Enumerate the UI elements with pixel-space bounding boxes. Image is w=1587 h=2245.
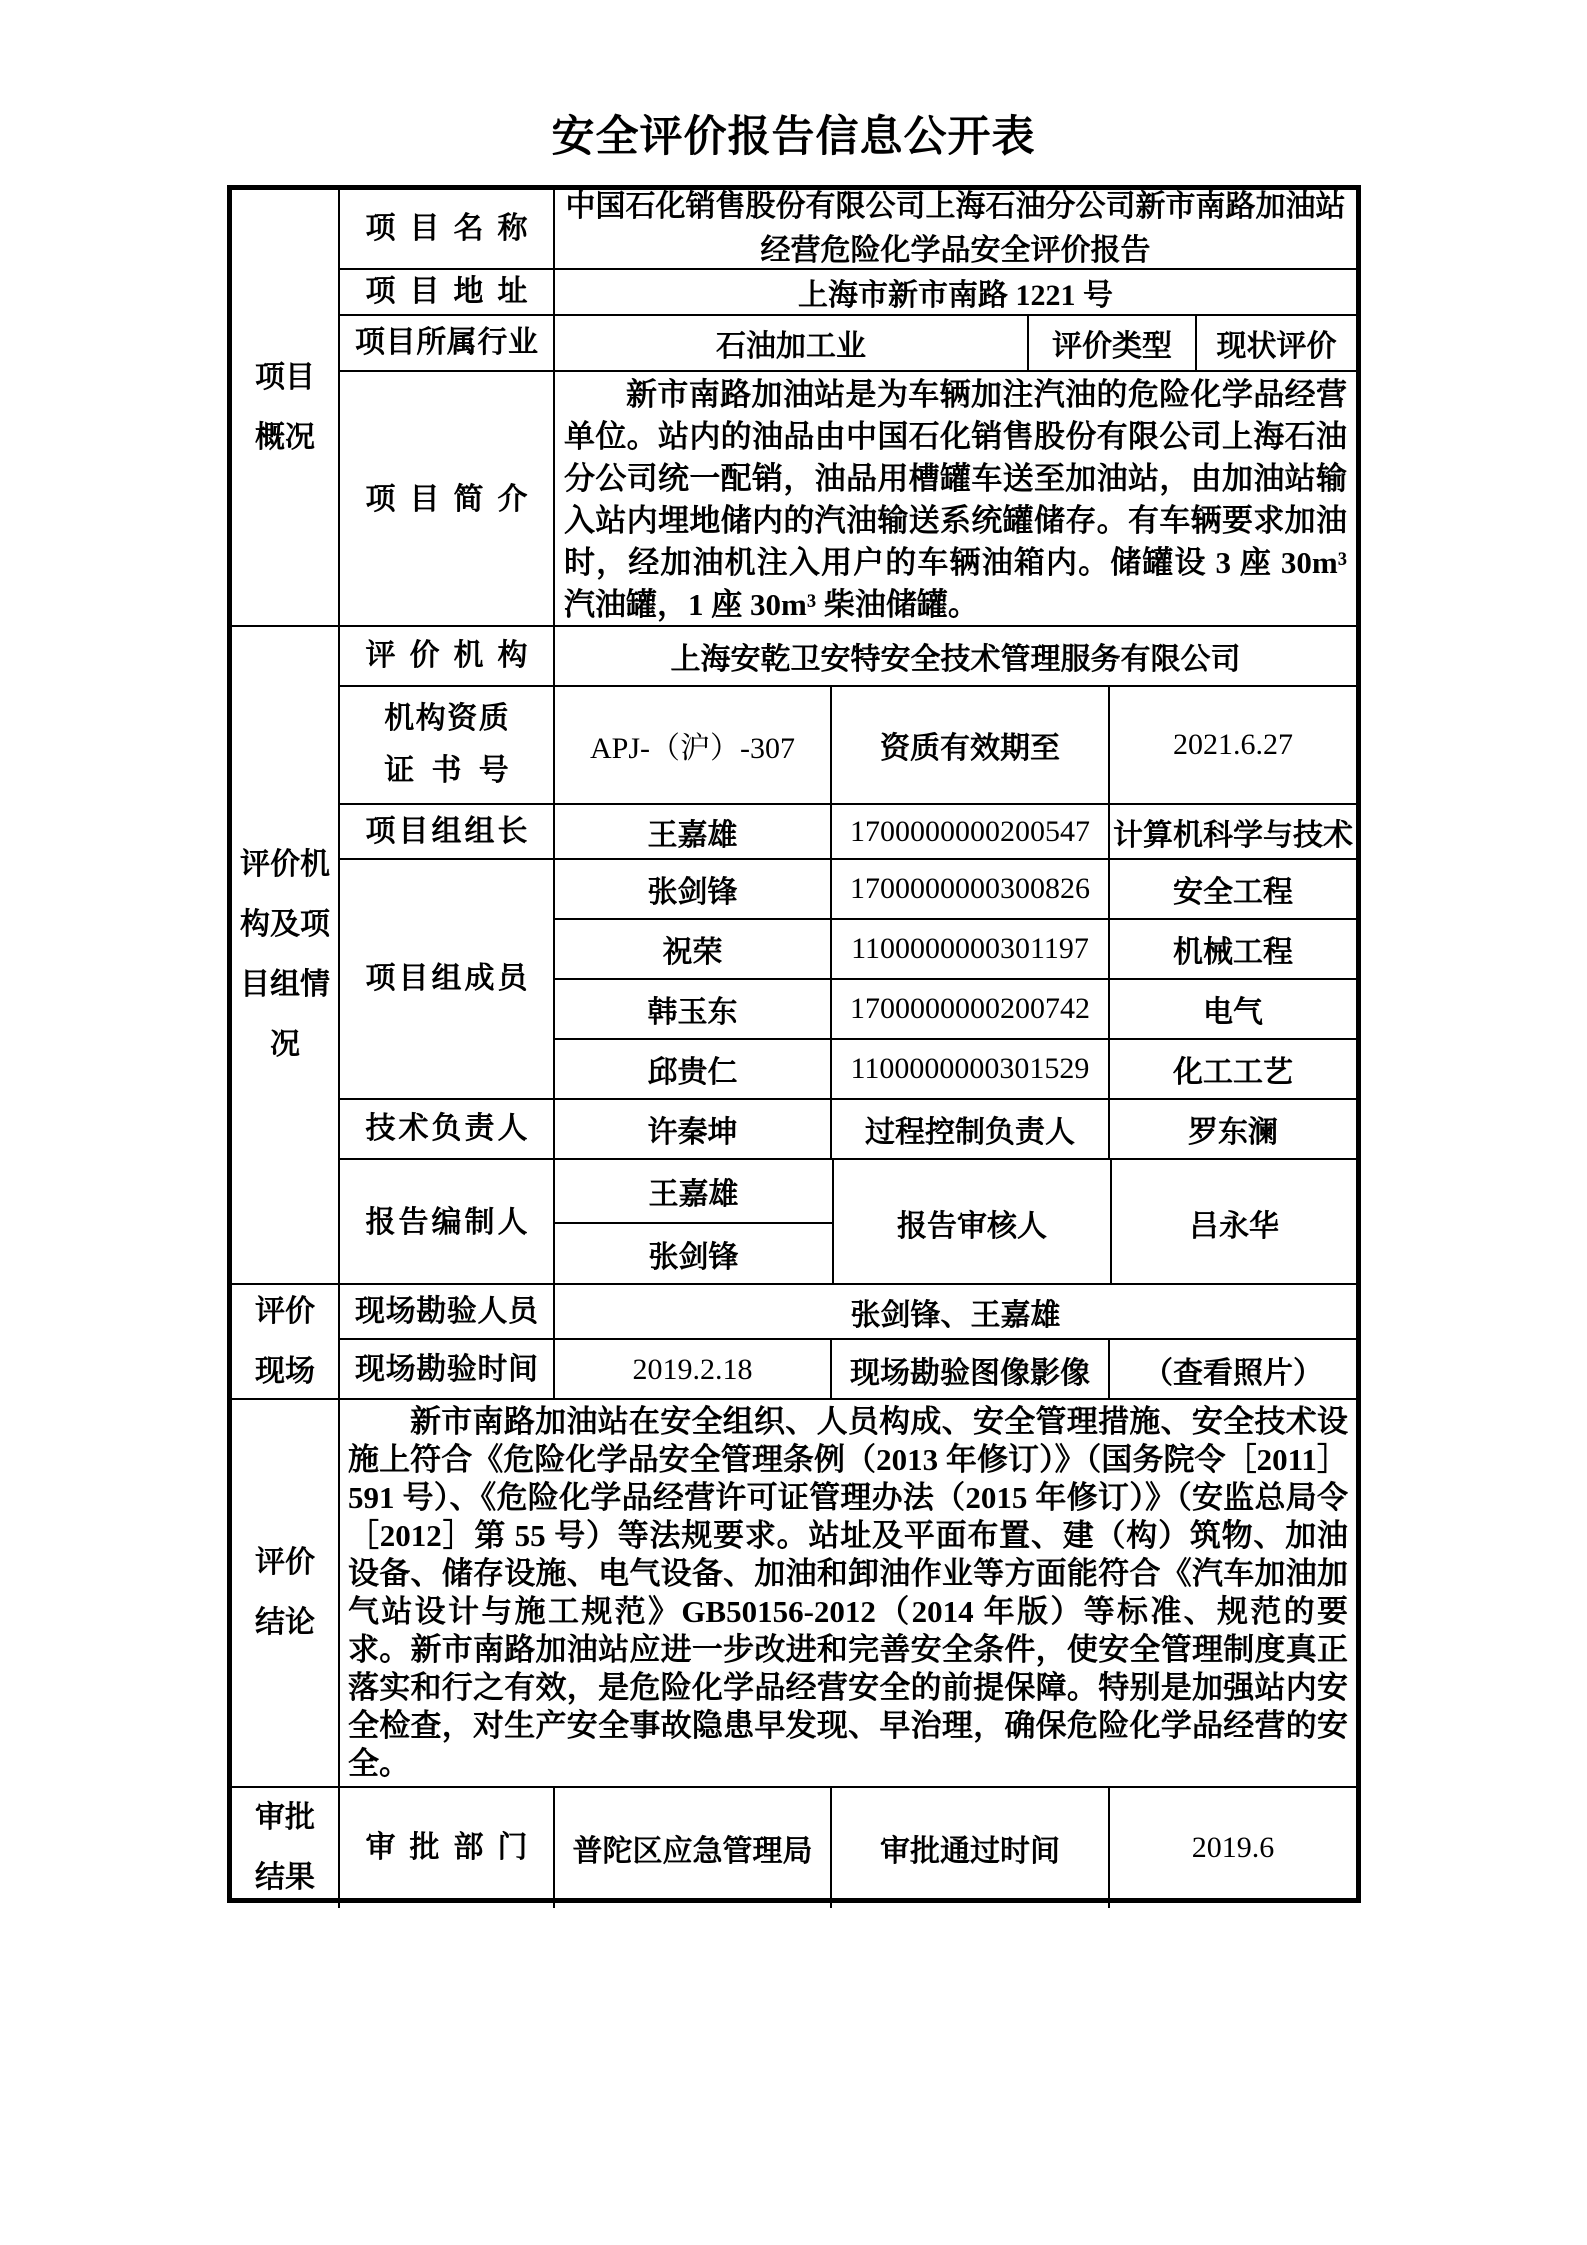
report-author-name: 王嘉雄 [648, 1177, 739, 1211]
section-project-overview [232, 190, 1356, 627]
row-project-industry [340, 316, 1356, 372]
section-header-text: 评价结论 [255, 1546, 315, 1639]
member-row [555, 980, 1356, 1040]
row-agency-cert [340, 687, 1356, 805]
eval-type-value: 现状评价 [1216, 330, 1337, 363]
agency-cert-no: APJ-（沪）-307 [555, 687, 832, 803]
report-authors-label: 报告编制人 [340, 1160, 555, 1285]
project-address-value: 上海市新市南路 1221 号 [798, 279, 1113, 312]
report-reviewer-label: 报告审核人 [834, 1160, 1112, 1285]
tech-lead-label: 技术负责人 [340, 1100, 555, 1158]
report-reviewer-name: 吕永华 [1189, 1209, 1279, 1243]
member-major: 安全工程 [1173, 876, 1293, 909]
section-header-org-team [232, 627, 340, 1283]
approval-time-value: 2019.6 [1191, 1831, 1275, 1864]
row-site-personnel [340, 1285, 1356, 1340]
approval-time-label: 审批通过时间 [832, 1788, 1110, 1908]
project-industry-value: 石油加工业 [555, 316, 1029, 370]
section-header-project-overview [232, 190, 340, 625]
agency-value: 上海安乾卫安特安全技术管理服务有限公司 [670, 643, 1241, 676]
report-author [555, 1160, 832, 1224]
team-leader-cert-no: 1700000000200547 [832, 805, 1110, 858]
member-row [555, 920, 1356, 980]
row-report-authors [340, 1160, 1356, 1285]
row-site-time [340, 1340, 1356, 1400]
member-row [555, 1040, 1356, 1098]
cert-valid-date: 2021.6.27 [1173, 728, 1293, 761]
team-leader-name: 王嘉雄 [555, 805, 832, 858]
member-cert-no: 1100000000301529 [832, 1040, 1110, 1098]
site-personnel-label: 现场勘验人员 [340, 1285, 555, 1338]
cert-valid-label: 资质有效期至 [832, 687, 1110, 803]
member-cert-no: 1700000000200742 [832, 980, 1110, 1038]
row-approval [340, 1788, 1356, 1908]
project-industry-label: 项目所属行业 [340, 316, 555, 370]
row-project-intro [340, 372, 1356, 627]
member-row [555, 860, 1356, 920]
team-members-label: 项目组成员 [340, 860, 555, 1098]
member-major: 机械工程 [1173, 936, 1293, 969]
section-header-text: 审批结果 [255, 1801, 315, 1894]
section-header-eval-site [232, 1285, 340, 1398]
team-members-list [555, 860, 1356, 1098]
member-major: 电气 [1203, 996, 1263, 1029]
agency-cert-label: 机构资质证书号 [340, 687, 555, 803]
report-authors-list [555, 1160, 834, 1285]
section-header-text: 项目概况 [255, 360, 315, 454]
team-leader-major: 计算机科学与技术 [1113, 818, 1353, 852]
row-agency [340, 627, 1356, 687]
process-lead-label: 过程控制负责人 [832, 1100, 1110, 1158]
project-intro-label: 项目简介 [340, 372, 555, 627]
approval-dept-value: 普陀区应急管理局 [555, 1788, 832, 1908]
agency-label: 评价机构 [340, 627, 555, 685]
section-header-text: 评价机构及项目组情况 [240, 848, 330, 1061]
section-header-approval [232, 1788, 340, 1908]
process-lead-name: 罗东澜 [1188, 1116, 1278, 1149]
project-name-label: 项目名称 [340, 190, 555, 268]
site-media-label: 现场勘验图像影像 [832, 1340, 1110, 1400]
site-personnel-value: 张剑锋、王嘉雄 [850, 1298, 1061, 1332]
row-tech-lead [340, 1100, 1356, 1160]
member-name: 邱贵仁 [555, 1040, 832, 1098]
conclusion-text: 新市南路加油站在安全组织、人员构成、安全管理措施、安全技术设施上符合《危险化学品安全管理条例（2013 年修订）》（国务院令［2011］591 号）、《危险化学品经营许可证管理办法（2015 年修订）》（安监总局令［2012］第 55 号）等法规要求。站址及平面布置、建（构）筑物、加油设备、储存设施、电气设备、加油和卸油作业等方面能符合《汽车加油加气站设计与施工规范》GB50156-2012（2014 年版）等标准、规范的要求。新市南路加油站应进一步改进和完善安全条件，使安全管理制度真正落实和行之有效，是危险化学品经营安全的前提保障。特别是加强站内安全检查，对生产安全事故隐患早发现、早治理，确保危险化学品经营的安全。 [348, 1404, 1348, 1781]
team-leader-label: 项目组组长 [340, 805, 555, 858]
approval-dept-label: 审批部门 [340, 1788, 555, 1908]
view-photos-link[interactable]: （查看照片） [1143, 1357, 1323, 1390]
project-intro-value: 新市南路加油站是为车辆加注汽油的危险化学品经营单位。站内的油品由中国石化销售股份有限公司上海石油分公司统一配销，油品用槽罐车送至加油站，由加油站输入站内埋地储内的汽油输送系统罐储存。有车辆要求加油时，经加油机注入用户的车辆油箱内。储罐设 3 座 30m³ 汽油罐，1 座 30m³ 柴油储罐。 [564, 376, 1347, 622]
section-header-conclusion [232, 1400, 340, 1786]
section-conclusion [232, 1400, 1356, 1788]
row-project-name [340, 190, 1356, 270]
member-name: 祝荣 [555, 920, 832, 978]
row-team-members [340, 860, 1356, 1100]
page-title: 安全评价报告信息公开表 [551, 114, 1036, 161]
member-cert-no: 1700000000300826 [832, 860, 1110, 918]
section-header-text: 评价现场 [255, 1294, 315, 1388]
section-eval-site [232, 1285, 1356, 1400]
row-project-address [340, 270, 1356, 316]
report-author-name: 张剑锋 [648, 1241, 739, 1275]
section-org-team [232, 627, 1356, 1285]
eval-type-label: 评价类型 [1029, 316, 1197, 370]
row-conclusion [340, 1400, 1356, 1786]
disclosure-table [227, 185, 1361, 1903]
section-approval [232, 1788, 1356, 1908]
row-team-leader [340, 805, 1356, 860]
member-major: 化工工艺 [1173, 1056, 1293, 1089]
report-author [555, 1224, 832, 1286]
member-name: 张剑锋 [555, 860, 832, 918]
member-name: 韩玉东 [555, 980, 832, 1038]
member-cert-no: 1100000000301197 [832, 920, 1110, 978]
tech-lead-name: 许秦坤 [555, 1100, 832, 1158]
site-time-label: 现场勘验时间 [340, 1340, 555, 1400]
site-time-value: 2019.2.18 [555, 1340, 832, 1400]
project-address-label: 项目地址 [340, 270, 555, 314]
project-name-value: 中国石化销售股份有限公司上海石油分公司新市南路加油站经营危险化学品安全评价报告 [565, 190, 1346, 267]
